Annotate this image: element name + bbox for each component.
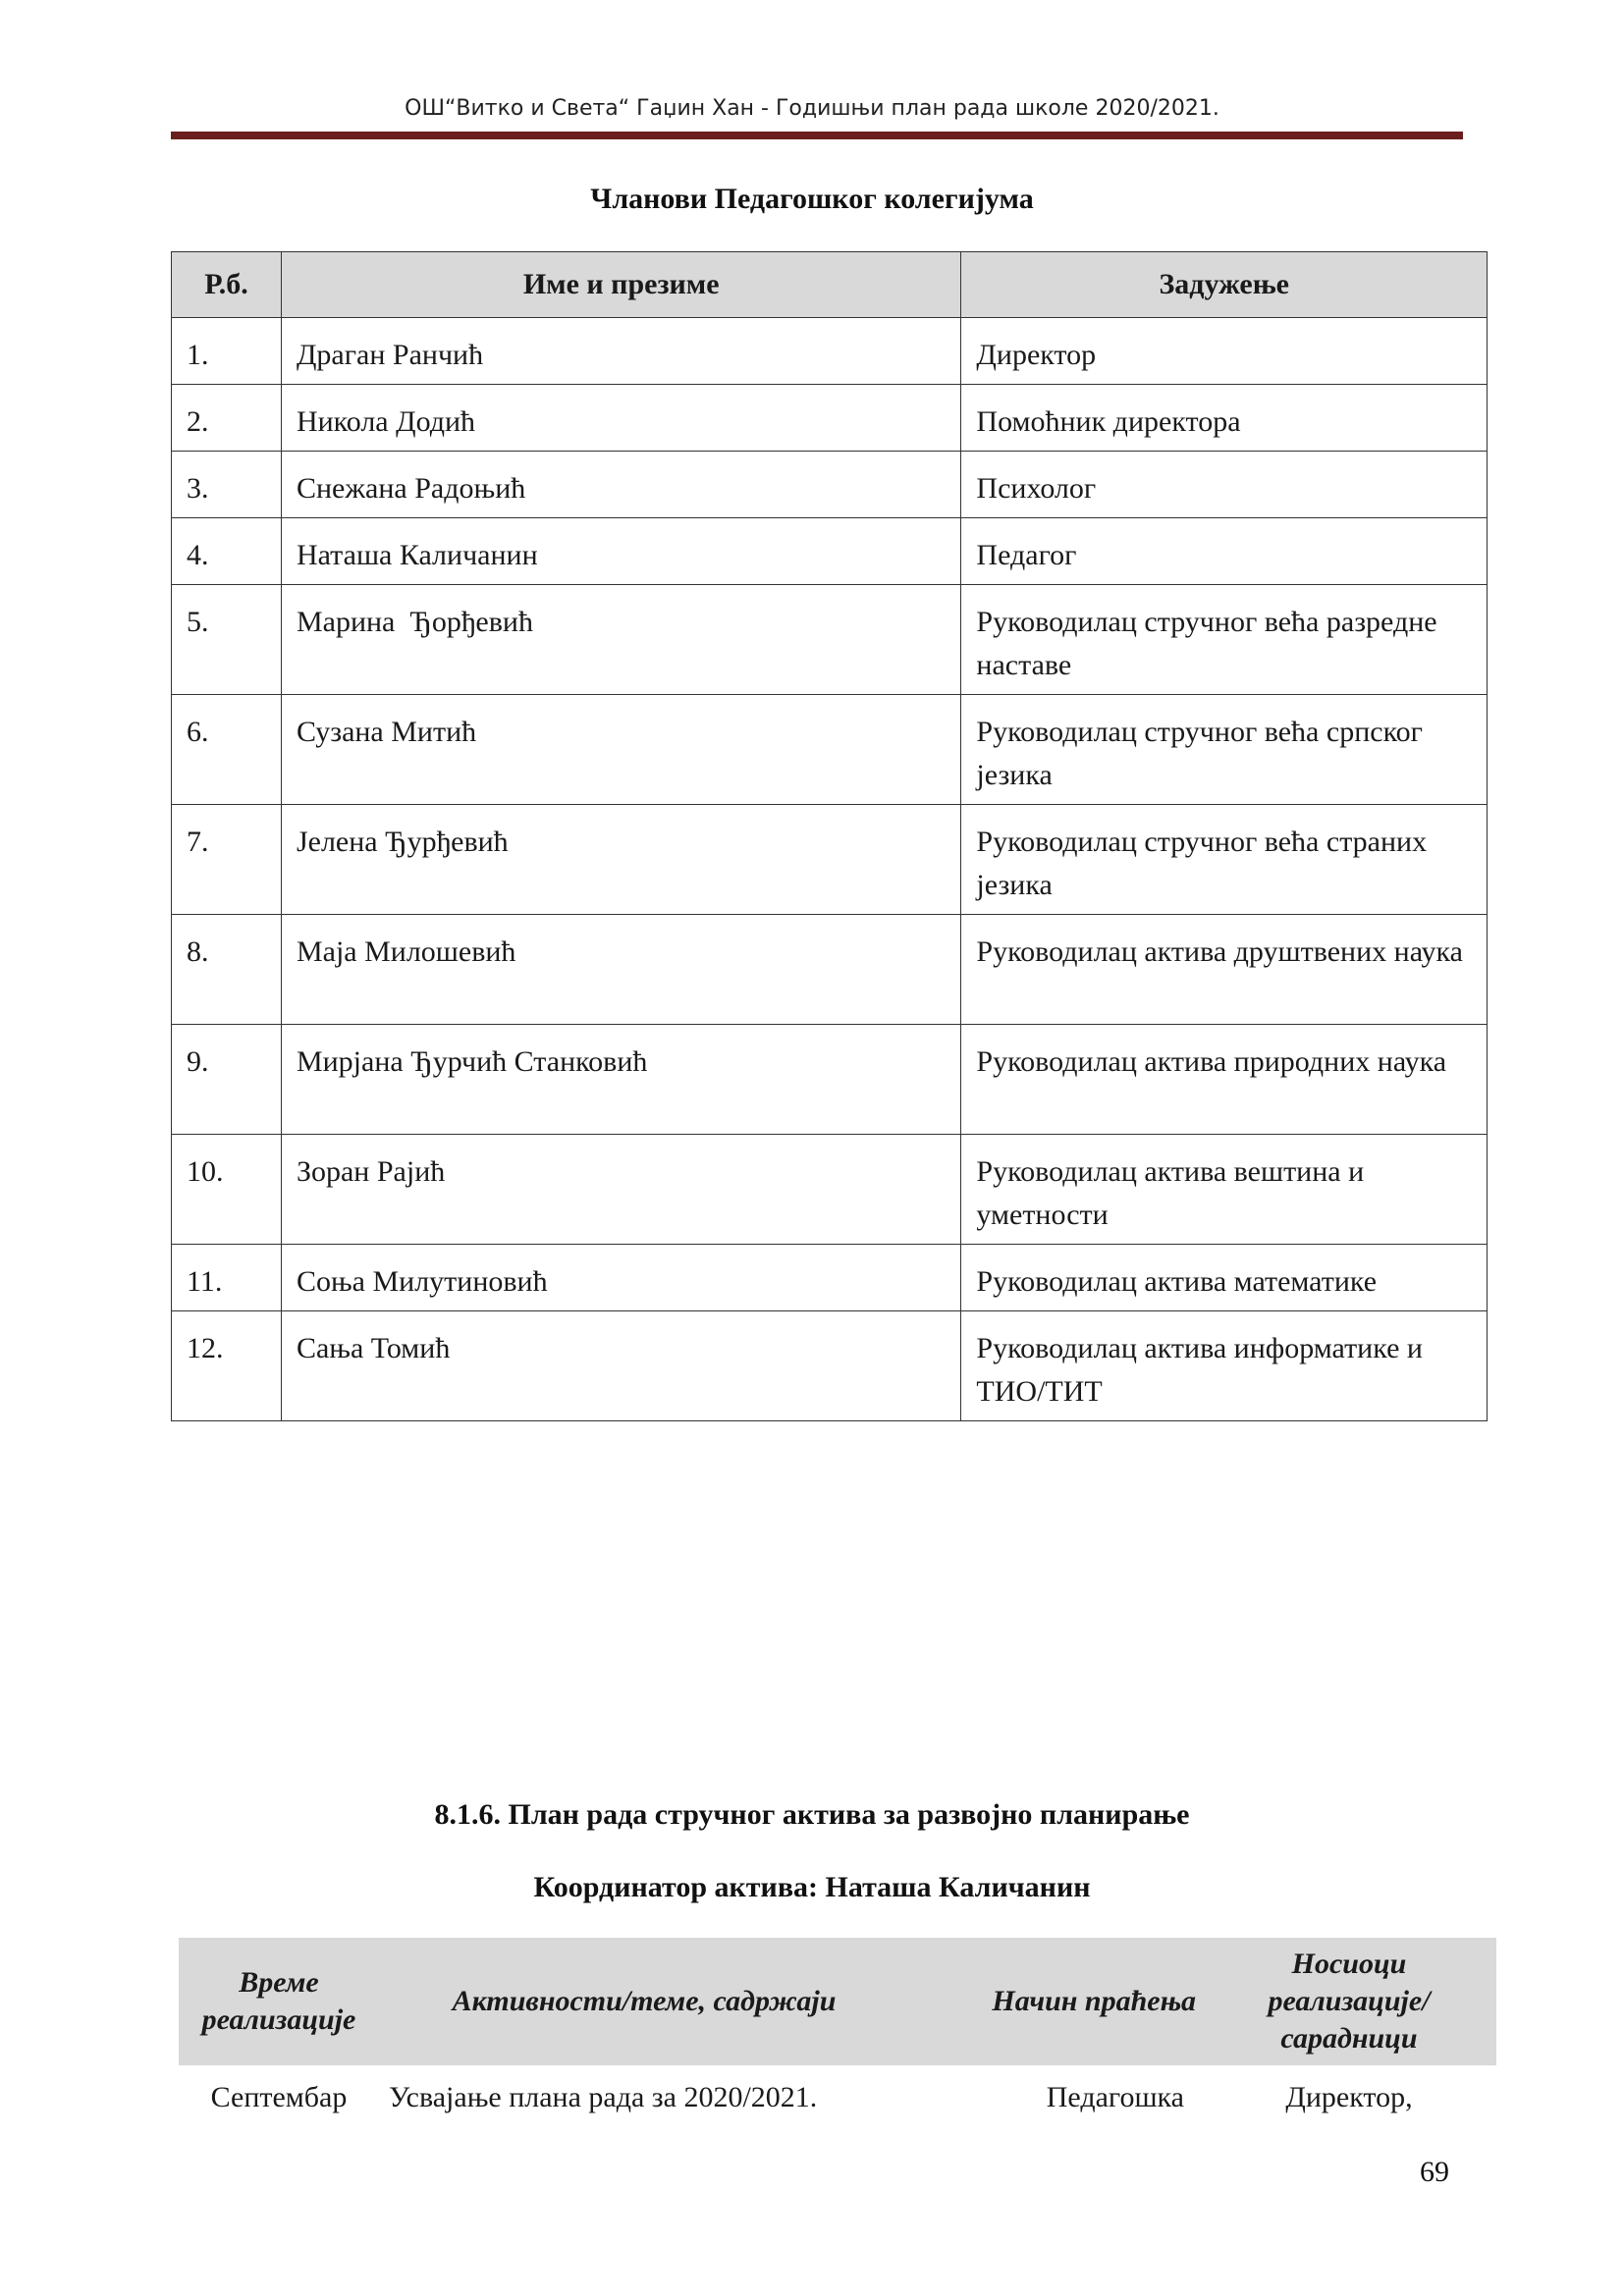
table-row [172,1245,1488,1311]
holders-cell: Директор, [1285,2081,1413,2113]
row-number: 10. [172,1135,282,1245]
member-duty: Руководилац актива природних наука [961,1025,1488,1135]
running-header: ОШ“Витко и Света“ Гаџин Хан - Годишњи план рада школе 2020/2021. [405,96,1219,121]
page-number: 69 [1420,2156,1449,2188]
table-row [172,518,1488,585]
row-number: 5. [172,585,282,695]
table-row [172,695,1488,805]
time-cell: Септембар [210,2081,348,2113]
column-header-name: Име и презиме [281,252,960,318]
member-name: Сузана Митић [281,695,960,805]
table-row [172,385,1488,452]
table-header-row [179,1938,1496,2065]
row-number: 8. [172,915,282,1025]
column-header-time: Време реализације [179,1938,379,2065]
table-row [172,915,1488,1025]
row-number: 6. [172,695,282,805]
table-row [172,1025,1488,1135]
member-duty: Руководилац актива математике [961,1245,1488,1311]
tracking-cell: Педагошка [1046,2081,1184,2113]
activity-cell: Усвајање плана рада за 2020/2021. [389,2081,818,2113]
plan-table [179,1938,1496,2117]
member-name: Наташа Каличанин [281,518,960,585]
table-row [172,805,1488,915]
table-row [172,585,1488,695]
row-number: 12. [172,1311,282,1421]
member-name: Никола Додић [281,385,960,452]
row-number: 3. [172,452,282,518]
row-number: 9. [172,1025,282,1135]
member-duty: Руководилац актива вештина и уметности [961,1135,1488,1245]
coordinator-line: Координатор актива: Наташа Каличанин [533,1871,1091,1903]
table-row [172,1311,1488,1421]
column-header-holders: Носиоци реализације/ сарадници [1202,1938,1496,2065]
table-row [172,452,1488,518]
row-number: 1. [172,318,282,385]
column-header-number: Р.б. [172,252,282,318]
member-duty: Руководилац актива информатике и ТИО/ТИТ [961,1311,1488,1421]
row-number: 11. [172,1245,282,1311]
members-table [171,251,1488,1421]
member-name: Марина Ђорђевић [281,585,960,695]
table-row [172,1135,1488,1245]
member-name: Маја Милошевић [281,915,960,1025]
member-name: Зоран Рајић [281,1135,960,1245]
member-name: Сања Томић [281,1311,960,1421]
member-duty: Директор [961,318,1488,385]
members-table-title: Чланови Педагошког колегијума [590,183,1034,215]
member-name: Драган Ранчић [281,318,960,385]
member-duty: Руководилац стручног већа страних језика [961,805,1488,915]
column-header-tracking: Начин праћења [909,1938,1202,2065]
member-name: Мирјана Ђурчић Станковић [281,1025,960,1135]
section-heading: 8.1.6. План рада стручног актива за развојно планирање [434,1798,1190,1831]
member-duty: Руководилац стручног већа српског језика [961,695,1488,805]
member-name: Снежана Радоњић [281,452,960,518]
member-duty: Педагог [961,518,1488,585]
column-header-duty: Задужење [961,252,1488,318]
table-row [172,318,1488,385]
column-header-activities: Активности/теме, садржаји [379,1938,909,2065]
member-name: Јелена Ђурђевић [281,805,960,915]
row-number: 2. [172,385,282,452]
table-row [179,2065,1496,2117]
header-divider [171,132,1463,139]
member-duty: Руководилац актива друштвених наука [961,915,1488,1025]
member-name: Соња Милутиновић [281,1245,960,1311]
table-header-row [172,252,1488,318]
member-duty: Помоћник директора [961,385,1488,452]
member-duty: Руководилац стручног већа разредне наставе [961,585,1488,695]
row-number: 4. [172,518,282,585]
member-duty: Психолог [961,452,1488,518]
row-number: 7. [172,805,282,915]
